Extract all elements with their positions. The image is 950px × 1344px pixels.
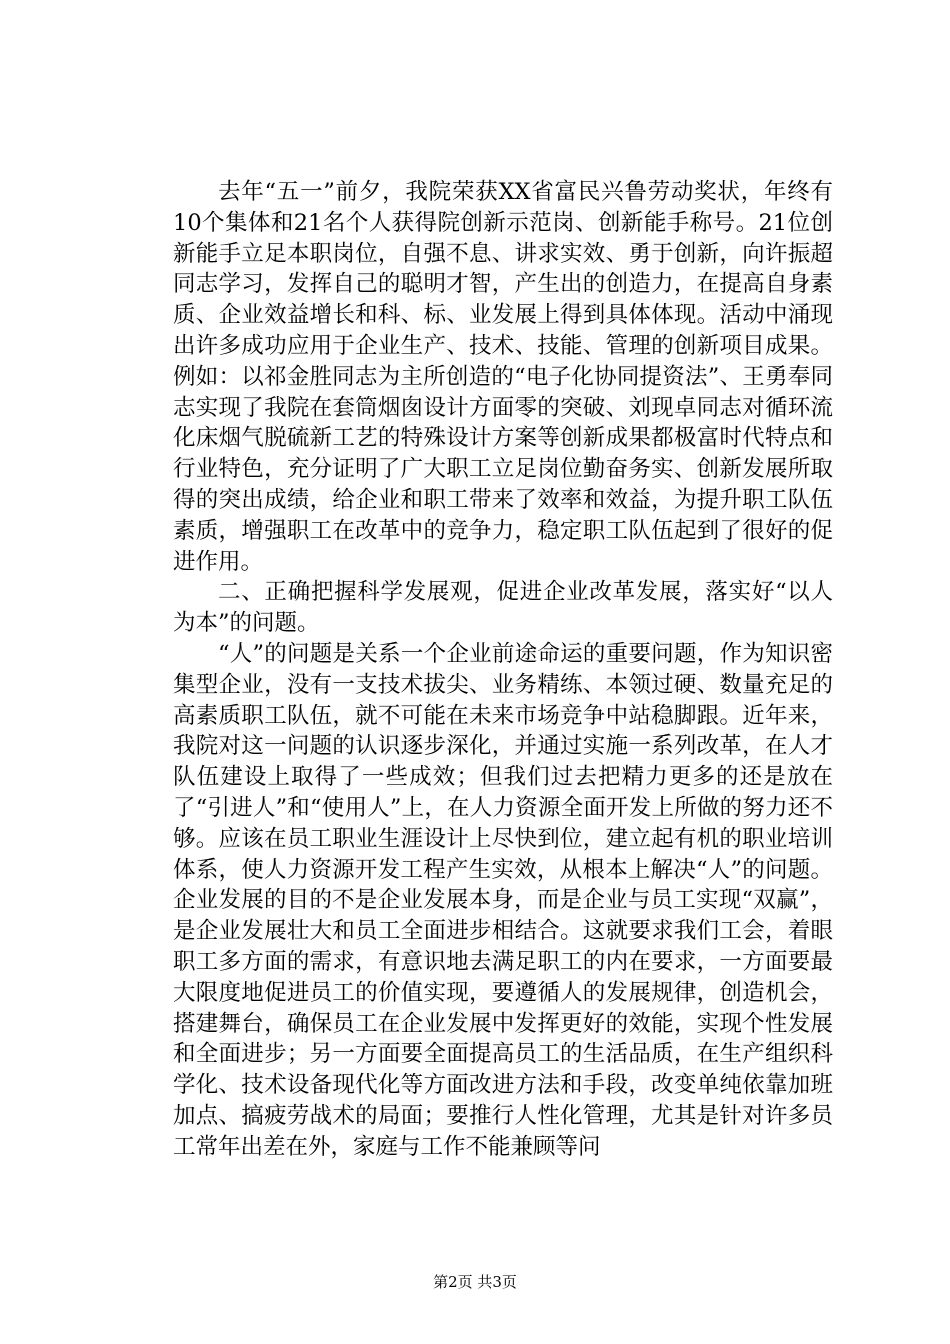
paragraph-2-heading: 二、正确把握科学发展观，促进企业改革发展，落实好“以人为本”的问题。 — [173, 579, 833, 637]
page-footer: 第2页 共3页 — [433, 1273, 517, 1291]
paragraph-3: “人”的问题是关系一个企业前途命运的重要问题，作为知识密集型企业，没有一支技术拔尖、业务精练、本领过硬、数量充足的高素质职工队伍，就不可能在未来市场竞争中站稳脚跟。近年来，我院对这一问题的认识逐步深化，并通过实施一系列改革，在人才队伍建设上取得了一些成效；但我们过去把精力更多的还是放在了“引进人”和“使用人”上，在人力资源全面开发上所做的努力还不够。应该在员工职业生涯设计上尽快到位，建立起有机的职业培训体系，使人力资源开发工程产生实效，从根本上解决“人”的问题。企业发展的目的不是企业发展本身，而是企业与员工实现“双赢”，是企业发展壮大和员工全面进步相结合。这就要求我们工会，着眼职工多方面的需求，有意识地去满足职工的内在要求，一方面要最大限度地促进员工的价值实现，要遵循人的发展规律，创造机会，搭建舞台，确保员工在企业发展中发挥更好的效能，实现个性发展和全面进步；另一方面要全面提高员工的生活品质，在生产组织科学化、技术设备现代化等方面改进方法和手段，改变单纯依靠加班加点、搞疲劳战术的局面；要推行人性化管理，尤其是针对许多员工常年出差在外，家庭与工作不能兼顾等问 — [173, 640, 833, 1160]
document-body — [173, 177, 833, 1163]
paragraph-1: 去年“五一”前夕，我院荣获XX省富民兴鲁劳动奖状，年终有10个集体和21名个人获得院创新示范岗、创新能手称号。21位创新能手立足本职岗位，自强不息、讲求实效、勇于创新，向许振超同志学习，发挥自己的聪明才智，产生出的创造力，在提高自身素质、企业效益增长和科、标、业发展上得到具体体现。活动中涌现出许多成功应用于企业生产、技术、技能、管理的创新项目成果。例如：以祁金胜同志为主所创造的“电子化协同提资法”、王勇奉同志实现了我院在套筒烟囱设计方面零的突破、刘现卓同志对循环流化床烟气脱硫新工艺的特殊设计方案等创新成果都极富时代特点和行业特色，充分证明了广大职工立足岗位勤奋务实、创新发展所取得的突出成绩，给企业和职工带来了效率和效益，为提升职工队伍素质，增强职工在改革中的竞争力，稳定职工队伍起到了很好的促进作用。 — [173, 179, 833, 575]
